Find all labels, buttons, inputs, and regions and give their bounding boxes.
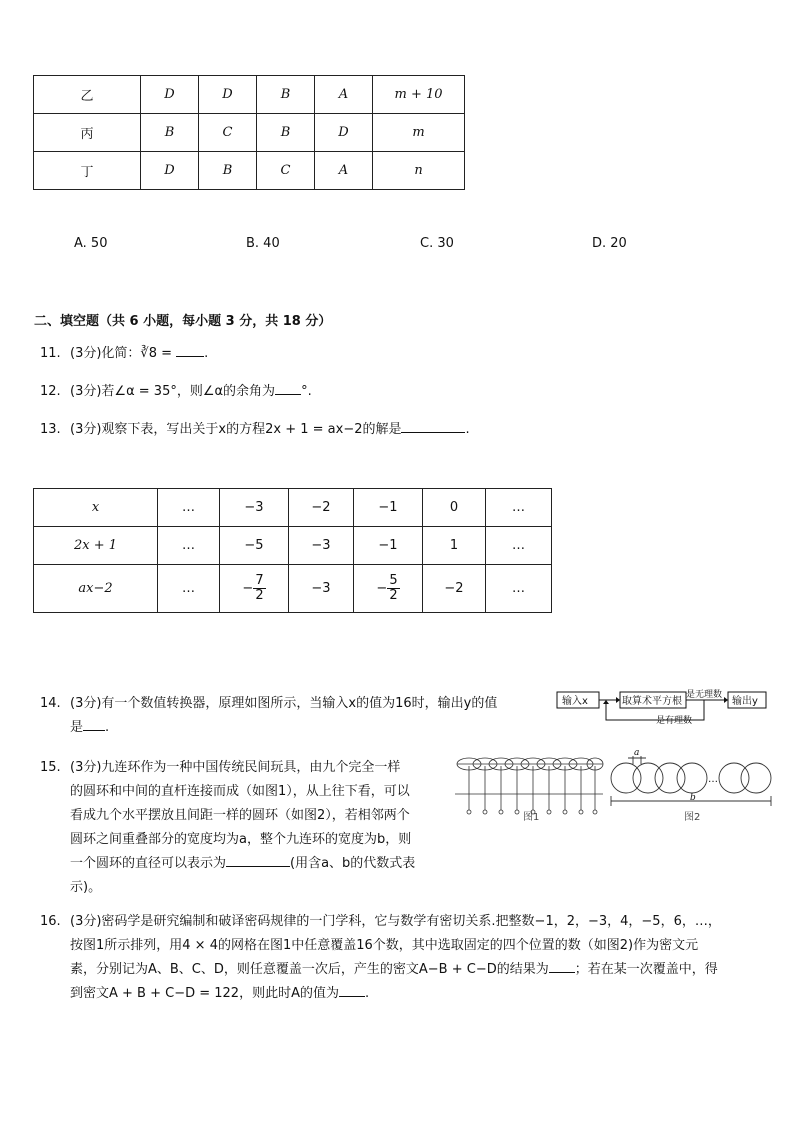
table-cell: 0 <box>423 489 486 527</box>
ring <box>611 763 641 793</box>
option-c[interactable]: C. 30 <box>420 236 454 251</box>
question-text: ；若在某一次覆盖中，得 <box>574 962 718 977</box>
question-16 <box>40 910 721 934</box>
value-table <box>33 488 552 613</box>
question-number: 16. <box>40 914 61 929</box>
question-text: 看成九个水平摆放且间距一样的圆环（如图2），若相邻两个 <box>70 808 410 823</box>
question-number: 15. <box>40 760 61 775</box>
arrow-head <box>724 697 728 703</box>
table-cell: −2 <box>289 489 354 527</box>
table-cell: … <box>486 565 552 613</box>
table-cell: A <box>315 152 373 190</box>
arrow-head <box>603 700 609 704</box>
question-end: . <box>204 346 209 361</box>
table-cell: 丙 <box>34 114 141 152</box>
answer-blank[interactable] <box>176 344 204 357</box>
question-text: (3分)九连环作为一种中国传统民间玩具，由九个完全一样 <box>70 760 401 775</box>
table-cell: C <box>257 152 315 190</box>
table-row <box>34 76 465 114</box>
question-text: 到密文A + B + C−D = 122，则此时A的值为 <box>70 986 339 1001</box>
table-cell: B <box>257 114 315 152</box>
question-14 <box>40 692 497 716</box>
table-cell: D <box>141 152 199 190</box>
ring <box>655 763 685 793</box>
table-cell: … <box>158 565 220 613</box>
table-cell: B <box>141 114 199 152</box>
question-16-line3 <box>70 958 718 982</box>
question-15 <box>40 756 400 780</box>
minus-sign: − <box>376 581 388 596</box>
question-text: 一个圆环的直径可以表示为 <box>70 856 227 871</box>
input-label: 输入x <box>562 696 588 707</box>
question-text: 是 <box>70 720 84 735</box>
question-number: 11. <box>40 346 61 361</box>
label-b: b <box>690 793 696 803</box>
table-cell: … <box>158 489 220 527</box>
question-end: °. <box>301 384 312 399</box>
table-cell: −5 <box>220 527 289 565</box>
figure-1-caption: 图1 <box>523 812 540 823</box>
table-cell: 2x + 1 <box>34 527 158 565</box>
answer-blank[interactable] <box>339 984 365 997</box>
answer-blank[interactable] <box>83 718 105 731</box>
table-cell: … <box>486 527 552 565</box>
question-13 <box>40 418 470 442</box>
math-expression: ∛8 = <box>140 346 173 361</box>
ring <box>677 763 707 793</box>
question-14-line2 <box>70 716 109 740</box>
question-text: (3分)若∠α = 35°，则∠α的余角为 <box>70 384 276 399</box>
table-cell: −3 <box>289 527 354 565</box>
table-row <box>34 527 552 565</box>
question-11 <box>40 342 208 366</box>
question-text: 素，分别记为A、B、C、D，则任意覆盖一次后，产生的密文A−B + C−D的结果为 <box>70 962 549 977</box>
table-cell: B <box>199 152 257 190</box>
ring <box>741 763 771 793</box>
table-cell: D <box>315 114 373 152</box>
question-number: 13. <box>40 422 61 437</box>
table-cell: D <box>199 76 257 114</box>
answer-blank[interactable] <box>401 420 465 433</box>
question-text: 圆环之间重叠部分的宽度均为a，整个九连环的宽度为b，则 <box>70 832 412 847</box>
question-text: (3分)密码学是研究编制和破译密码规律的一门学科，它与数学有密切关系.把整数−1，2，−3，4，−5，6，…， <box>70 914 721 929</box>
table-cell <box>354 565 423 613</box>
denominator: 2 <box>255 588 264 603</box>
rational-label: 是有理数 <box>656 716 693 726</box>
question-12 <box>40 380 312 404</box>
denominator: 2 <box>389 588 398 603</box>
table-row <box>34 565 552 613</box>
table-cell: 乙 <box>34 76 141 114</box>
ring <box>633 763 663 793</box>
table-cell: m + 10 <box>373 76 465 114</box>
question-text: (3分)化简： <box>70 346 141 361</box>
answer-blank[interactable] <box>226 854 290 867</box>
table-cell: x <box>34 489 158 527</box>
fraction <box>387 574 399 603</box>
question-end: . <box>364 986 370 1001</box>
question-16-line4 <box>70 982 369 1006</box>
question-end: . <box>105 720 110 735</box>
table-row <box>34 489 552 527</box>
question-text: (3分)观察下表，写出关于x的方程2x + 1 = ax−2的解是 <box>70 422 402 437</box>
table-cell: … <box>158 527 220 565</box>
label-a: a <box>634 748 640 758</box>
nine-rings-figure-2 <box>608 748 773 808</box>
answer-blank[interactable] <box>549 960 575 973</box>
question-15-line5 <box>70 852 415 876</box>
converter-diagram <box>556 688 768 728</box>
table-cell: ax−2 <box>34 565 158 613</box>
table-cell: … <box>486 489 552 527</box>
numerator: 5 <box>389 573 398 588</box>
output-label: 输出y <box>732 696 758 707</box>
table-cell: 丁 <box>34 152 141 190</box>
irrational-label: 是无理数 <box>686 690 723 700</box>
table-cell: B <box>257 76 315 114</box>
question-number: 12. <box>40 384 61 399</box>
figure-2-caption: 图2 <box>684 812 701 823</box>
question-text: (用含a、b的代数式表 <box>290 856 416 871</box>
posts <box>467 766 597 814</box>
option-d[interactable]: D. 20 <box>592 236 627 251</box>
answer-blank[interactable] <box>275 382 301 395</box>
table-cell: −1 <box>354 489 423 527</box>
question-text: 示)。 <box>70 880 102 895</box>
fraction <box>253 574 265 603</box>
table-cell: −3 <box>289 565 354 613</box>
table-cell: n <box>373 152 465 190</box>
process-label: 取算术平方根 <box>622 696 682 707</box>
section-title: 二、填空题（共 6 小题，每小题 3 分，共 18 分） <box>34 314 332 329</box>
question-text: (3分)有一个数值转换器，原理如图所示，当输入x的值为16时，输出y的值 <box>70 696 498 711</box>
minus-sign: − <box>242 581 254 596</box>
table-cell <box>220 565 289 613</box>
answer-table <box>33 75 465 190</box>
numerator: 7 <box>255 573 264 588</box>
table-cell: −1 <box>354 527 423 565</box>
table-cell: 1 <box>423 527 486 565</box>
table-cell: −3 <box>220 489 289 527</box>
ellipsis: … <box>708 774 718 785</box>
table-row <box>34 114 465 152</box>
table-cell: C <box>199 114 257 152</box>
table-row <box>34 152 465 190</box>
question-end: . <box>465 422 470 437</box>
arrow-head <box>616 697 620 703</box>
table-cell: A <box>315 76 373 114</box>
table-cell: m <box>373 114 465 152</box>
table-cell: D <box>141 76 199 114</box>
option-a[interactable]: A. 50 <box>74 236 108 251</box>
question-number: 14. <box>40 696 61 711</box>
question-text: 的圆环和中间的直杆连接而成（如图1），从上往下看，可以 <box>70 784 410 799</box>
table-cell: −2 <box>423 565 486 613</box>
question-text: 按图1所示排列，用4 × 4的网格在图1中任意覆盖16个数，其中选取固定的四个位置的数（如图2)作为密文元 <box>70 938 699 953</box>
option-b[interactable]: B. 40 <box>246 236 280 251</box>
ring <box>719 763 749 793</box>
